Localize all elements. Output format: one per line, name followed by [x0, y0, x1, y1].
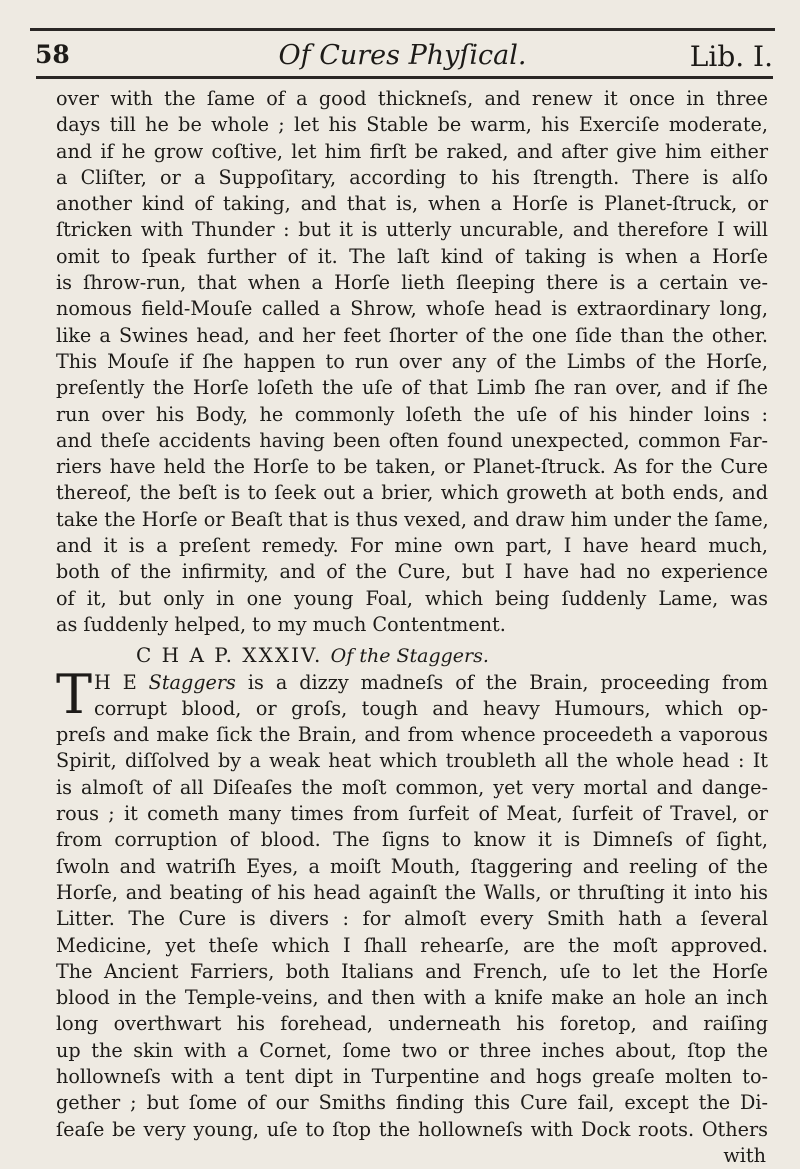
text-line: ſeaſe be very young, uſe to ſtop the hollowneſs with Dock roots. Others: [56, 1117, 768, 1141]
text-line: thereof, the beſt is to ſeek out a brier, which groweth at both ends, and: [56, 481, 768, 505]
text-line: another kind of taking, and that is, when a Horſe is Planet-ſtruck, or: [56, 192, 768, 216]
paragraph-staggers-body: [56, 722, 768, 1143]
text-line: like a Swines head, and her feet ſhorter of the one ſide than the other.: [56, 323, 768, 347]
text-line: a Cliſter, or a Suppoſitary, according to his ſtrength. There is alſo: [56, 165, 768, 189]
text-line: from corruption of blood. The ſigns to know it is Dimneſs of ſight,: [56, 828, 768, 852]
body-text: [56, 86, 768, 1169]
chapter-title: Of the Staggers.: [330, 645, 489, 668]
text-line: riers have held the Horſe to be taken, or Planet-ſtruck. As for the Cure: [56, 455, 768, 479]
text-line: This Mouſe if ſhe happen to run over any of the Limbs of the Horſe,: [56, 349, 768, 373]
drop-capital: T: [56, 662, 93, 726]
chapter-label: C H A P. XXXIV.: [136, 643, 323, 668]
text-line: and it is a preſent remedy. For mine own part, I have heard much,: [56, 534, 768, 558]
text-line: gether ; but ſome of our Smiths finding this Cure fail, except the Di-: [56, 1091, 768, 1115]
text-line: The Ancient Farriers, both Italians and French, uſe to let the Horſe: [56, 959, 768, 983]
text-line: Spirit, diſſolved by a weak heat which troubleth all the whole head : It: [56, 749, 768, 773]
top-rule: [30, 28, 775, 31]
text-line: rous ; it cometh many times from ſurfeit of Meat, ſurfeit of Travel, or: [56, 802, 768, 826]
text-line: over with the ſame of a good thickneſs, and renew it once in three: [56, 87, 768, 110]
text-line: both of the infirmity, and of the Cure, but I have had no experience: [56, 560, 768, 584]
text-line: preſently the Horſe loſeth the uſe of that Limb ſhe ran over, and if ſhe: [56, 376, 768, 400]
header-rule: [36, 76, 773, 79]
text-line: run over his Body, he commonly loſeth the uſe of his hinder loins :: [56, 402, 768, 426]
chapter-heading: [56, 642, 768, 669]
text-line: Horſe, and beating of his head againſt the Walls, or thruſting it into his: [56, 880, 768, 904]
text-line: hollowneſs with a tent dipt in Turpentine and hogs greaſe molten to-: [56, 1064, 768, 1088]
text-line: as ſuddenly helped, to my much Contentment.: [56, 612, 506, 636]
text-line: days till he be whole ; let his Stable be warm, his Exerciſe moderate,: [56, 113, 768, 137]
text-line: preſs and make ſick the Brain, and from whence proceedeth a vaporous: [56, 723, 768, 747]
running-title: Of Cures Phyſical.: [278, 40, 527, 71]
book-label: Lib. I.: [689, 40, 773, 73]
text-line: omit to ſpeak further of it. The laſt kind of taking is when a Horſe: [56, 244, 768, 268]
text-line: long overthwart his forehead, underneath his foretop, and raiſing: [56, 1012, 768, 1036]
text-line: Litter. The Cure is divers : for almoſt every Smith hath a ſeveral: [56, 907, 768, 931]
text-line: blood in the Temple-veins, and then with a knife make an hole an inch: [56, 986, 768, 1010]
paragraph-staggers: [56, 662, 768, 1169]
page-header: [30, 36, 775, 76]
text-line: is almoſt of all Diſeaſes the moſt common, yet very mortal and dange-: [56, 775, 768, 799]
catchword: with: [723, 1143, 766, 1167]
text-line: up the skin with a Cornet, ſome two or three inches about, ſtop the: [56, 1038, 768, 1062]
text-line: take the Horſe or Beaſt that is thus vexed, and draw him under the ſame,: [56, 507, 769, 531]
text-line: and theſe accidents having been often found unexpected, common Far-: [56, 428, 768, 452]
text-line: and if he grow coſtive, let him firſt be raked, and after give him either: [56, 139, 768, 163]
text-line: of it, but only in one young Foal, which being ſuddenly Lame, was: [56, 586, 768, 610]
text-line: H E Staggers is a dizzy madneſs of the Brain, proceeding from: [94, 670, 768, 694]
text-line: Medicine, yet theſe which I ſhall rehearſe, are the moſt approved.: [56, 933, 768, 957]
text-line: corrupt blood, or groſs, tough and heavy Humours, which op-: [94, 696, 768, 720]
paragraph-shrow-run: [56, 86, 768, 638]
text-line: nomous field-Mouſe called a Shrow, whoſe head is extraordinary long,: [56, 297, 768, 321]
text-line: ſtricken with Thunder : but it is utterly uncurable, and therefore I will: [56, 218, 768, 242]
text-line: is ſhrow-run, that when a Horſe lieth ſleeping there is a certain ve-: [56, 271, 768, 295]
text-line: ſwoln and watriſh Eyes, a moiſt Mouth, ſtaggering and reeling of the: [56, 854, 768, 878]
page-number: 58: [35, 40, 70, 69]
